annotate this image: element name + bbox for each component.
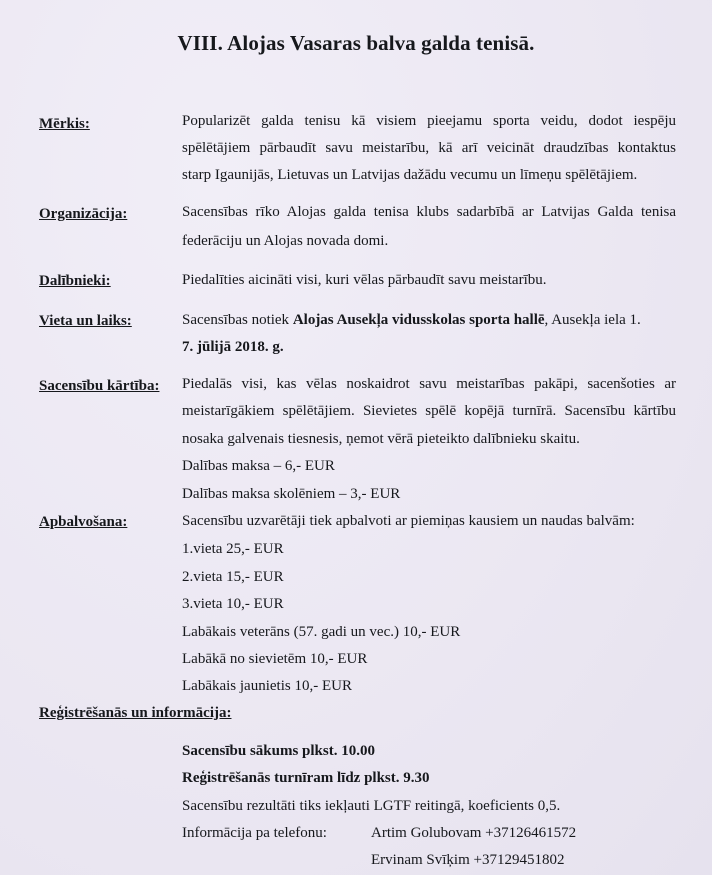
prize-item: 1.vieta 25,- EUR (182, 541, 284, 557)
section-text-kartiba-3: nosaka galvenais tiesnesis, ņemot vērā pieteikto dalībnieku skaitu. (182, 431, 580, 447)
phone-label: Informācija pa telefonu: (182, 825, 327, 841)
section-text-vieta (182, 312, 641, 329)
section-text-organizacija-1: Sacensības rīko Alojas galda tenisa klubs sadarbībā ar Latvijas Galda tenisa (182, 204, 676, 220)
prize-item: Labākā no sievietēm 10,- EUR (182, 651, 368, 667)
contact-phone: Ervinam Svīķim +37129451802 (371, 852, 565, 868)
vieta-suffix: , Ausekļa iela 1. (544, 312, 641, 328)
document-title: VIII. Alojas Vasaras balva galda tenisā. (177, 31, 535, 55)
rating-text: Sacensību rezultāti tiks iekļauti LGTF reitingā, koeficients 0,5. (182, 798, 561, 814)
contact-phone: Artim Golubovam +37126461572 (371, 825, 577, 841)
prize-item: 3.vieta 10,- EUR (182, 596, 284, 612)
prize-item: 2.vieta 15,- EUR (182, 569, 284, 585)
section-label-registracija: Reģistrēšanās un informācija: (39, 705, 232, 721)
section-text-organizacija-2: federāciju un Alojas novada domi. (182, 233, 389, 249)
section-text-merkis-1: Popularizēt galda tenisu kā visiem pieejamu sporta veidu, dodot iespēju (182, 113, 676, 129)
section-text-kartiba-1: Piedalās visi, kas vēlas noskaidrot savu meistarības pakāpi, sacenšoties ar (182, 376, 676, 392)
section-label-dalibnieki: Dalībnieki: (39, 273, 111, 289)
section-label-vieta: Vieta un laiks: (39, 313, 132, 329)
section-text-dalibnieki: Piedalīties aicināti visi, kuri vēlas pārbaudīt savu meistarību. (182, 272, 547, 288)
section-label-kartiba: Sacensību kārtība: (39, 378, 160, 394)
prize-item: Labākais veterāns (57. gadi un vec.) 10,- EUR (182, 624, 461, 640)
registration-time: Reģistrēšanās turnīram līdz plkst. 9.30 (182, 770, 430, 786)
vieta-prefix: Sacensības notiek (182, 312, 293, 328)
vieta-venue: Alojas Ausekļa vidusskolas sporta hallē (292, 312, 545, 328)
section-text-merkis-3: starp Igaunijās, Lietuvas un Latvijas dažādu vecumu un līmeņu spēlētājiem. (182, 167, 638, 183)
section-label-merkis: Mērkis: (39, 116, 90, 132)
start-time: Sacensību sākums plkst. 10.00 (182, 743, 375, 759)
vieta-date: 7. jūlijā 2018. g. (182, 339, 284, 355)
section-text-kartiba-2: meistarīgākiem spēlētājiem. Sievietes spēlē kopējā turnīrā. Sacensību kārtību (182, 403, 676, 419)
fee-text: Dalības maksa – 6,- EUR (182, 458, 335, 474)
section-label-organizacija: Organizācija: (39, 206, 128, 222)
section-text-merkis-2: spēlētājiem pārbaudīt savu meistarību, kā arī veicināt draudzības kontaktus (182, 140, 676, 156)
prize-item: Labākais jaunietis 10,- EUR (182, 678, 352, 694)
fee-students-text: Dalības maksa skolēniem – 3,- EUR (182, 486, 401, 502)
section-label-apbalvosana: Apbalvošana: (39, 514, 128, 530)
apbalvosana-intro: Sacensību uzvarētāji tiek apbalvoti ar piemiņas kausiem un naudas balvām: (182, 513, 635, 529)
